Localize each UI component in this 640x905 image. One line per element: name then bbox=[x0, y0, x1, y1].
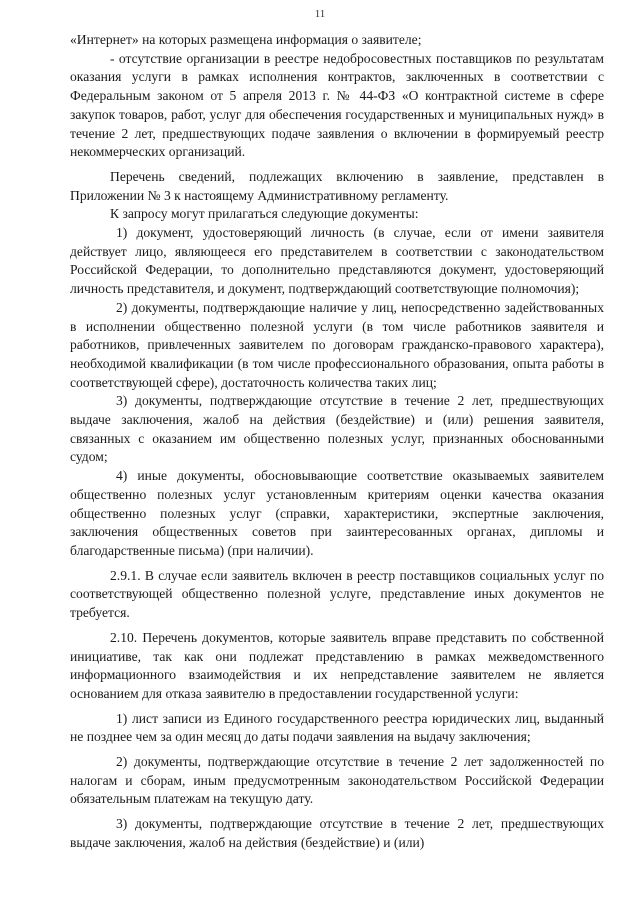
paragraph: 1) лист записи из Единого государственного реестра юридических лиц, выданный не позднее чем за один месяц до даты подачи заявления на выдачу заключения; bbox=[70, 710, 604, 745]
paragraph: 4) иные документы, обосновывающие соответствие оказываемых заявителем общественно полезных услуг установленным критериям оценки качества оказания общественно полезных услуг (справки, характеристики, экспертные заключения, заключения общественных советов при заинтересованных органах, дипломы и благодарственные письма) (при наличии). bbox=[70, 468, 604, 558]
paragraph: - отсутствие организации в реестре недобросовестных поставщиков по результатам оказания услуги в рамках исполнения контрактов, заключенных в соответствии с Федеральным законом от 5 апреля 2013 г. № 44-ФЗ «О контрактной системе в сфере закупок товаров, работ, услуг для обеспечения государственных и муниципальных нужд» в течение 2 лет, предшествующих подаче заявления о включении в формируемый реестр некоммерческих организаций. bbox=[70, 50, 604, 160]
document-body bbox=[70, 31, 604, 853]
paragraph: 2.9.1. В случае если заявитель включен в реестр поставщиков социальных услуг по соответствующей общественно полезной услуге, представление иных документов не требуется. bbox=[70, 567, 604, 621]
paragraph: «Интернет» на которых размещена информация о заявителе; bbox=[70, 32, 422, 47]
paragraph: 1) документ, удостоверяющий личность (в случае, если от имени заявителя действует лицо, являющееся его представителем в соответствии с законодательством Российской Федерации, то дополнительно представляются документ, удостоверяющий личность представителя, и документ, подтверждающий соответствующие полномочия); bbox=[70, 225, 604, 297]
paragraph: 2) документы, подтверждающие наличие у лиц, непосредственно задействованных в исполнении общественно полезной услуги (в том числе работников заявителя и работников, привлеченных заявителем по договорам гражданско-правового характера), необходимой квалификации (в том числе профессионального образования, опыта работы в соответствующей сфере), достаточность количества таких лиц; bbox=[70, 299, 604, 390]
paragraph: 2) документы, подтверждающие отсутствие в течение 2 лет задолженностей по налогам и сборам, иным предусмотренным законодательством Российской Федерации обязательным платежам на текущую дату. bbox=[70, 754, 604, 807]
page-number: 11 bbox=[314, 8, 326, 20]
paragraph: 2.10. Перечень документов, которые заявитель вправе представить по собственной инициативе, так как они подлежат представлению в рамках межведомственного информационного взаимодействия и их непредставление заявителем не является основанием для отказа заявителю в предоставлении государственной услуги: bbox=[70, 629, 604, 701]
paragraph: Перечень сведений, подлежащих включению в заявление, представлен в Приложении № 3 к настоящему Административному регламенту. bbox=[70, 168, 604, 203]
paragraph: 3) документы, подтверждающие отсутствие в течение 2 лет, предшествующих выдаче заключения, жалоб на действия (бездействие) и (или) решения заявителя, связанных с оказанием им общественно полезных услуг, признанных обоснованными судом; bbox=[70, 393, 604, 465]
paragraph: 3) документы, подтверждающие отсутствие в течение 2 лет, предшествующих выдаче заключения, жалоб на действия (бездействие) и (или) bbox=[70, 816, 604, 850]
paragraph: К запросу могут прилагаться следующие документы: bbox=[110, 206, 419, 222]
